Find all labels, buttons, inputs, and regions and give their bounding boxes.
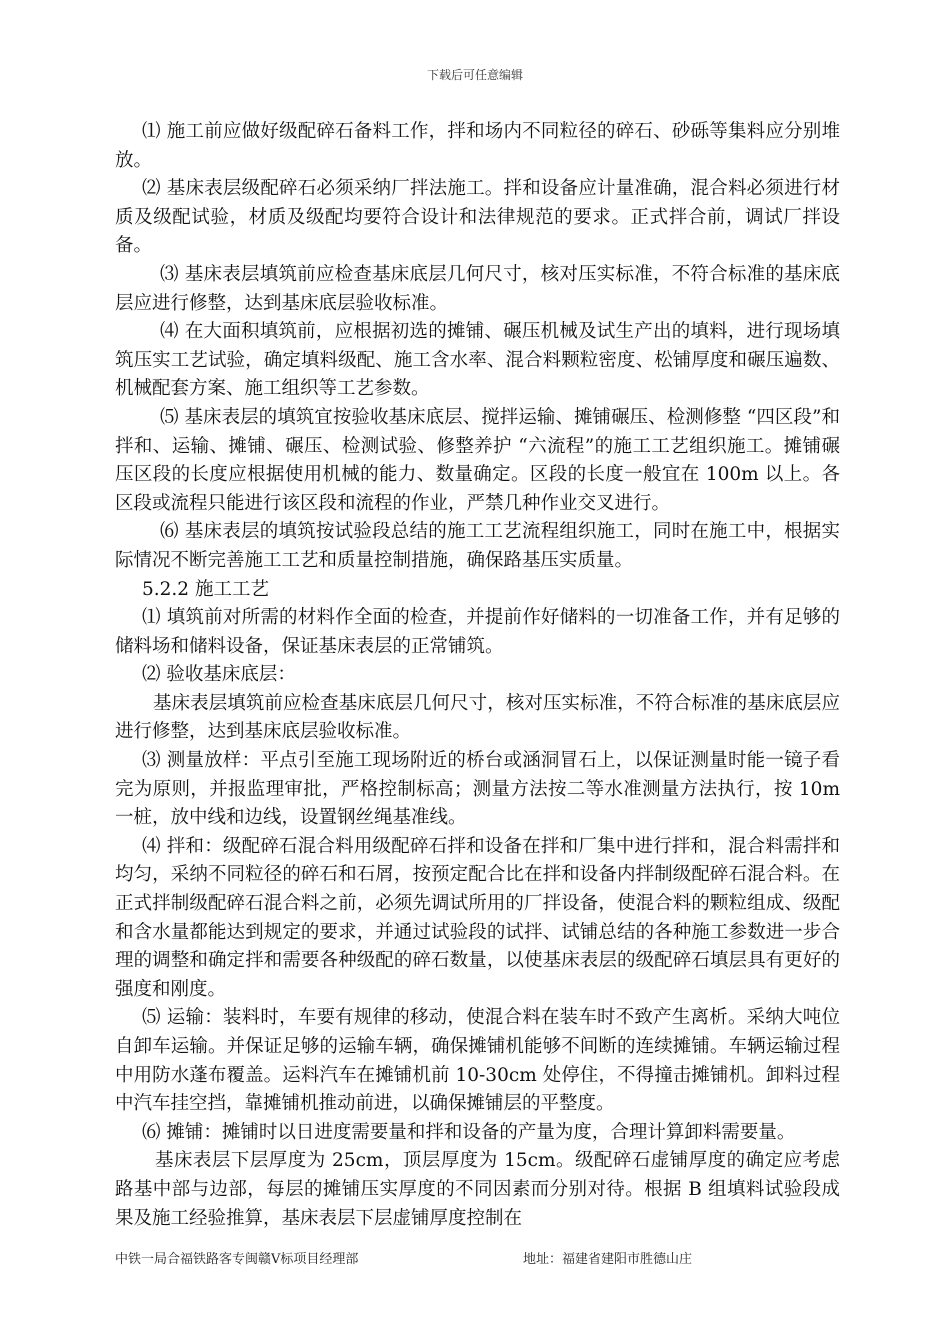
paragraph-6: ⑹ 基床表层的填筑按试验段总结的施工工艺流程组织施工，同时在施工中，根据实际情况不断完善施工工艺和质量控制措施，确保路基压实质量。 — [115, 521, 840, 571]
paragraph-14: 基床表层下层厚度为 25cm，顶层厚度为 15cm。级配碎石虚铺厚度的确定应考虑路基中部与边部，每层的摊铺压实厚度的不同因素而分别对待。根据 B 组填料试验段成果及施工经验推算，基床表层下层虚铺厚度控制在 — [115, 1150, 840, 1229]
footer-address: 地址：福建省建阳市胜德山庄 — [523, 1252, 693, 1267]
paragraph-1: ⑴ 施工前应做好级配碎石备料工作，拌和场内不同粒径的碎石、砂砾等集料应分别堆放。 — [115, 121, 840, 171]
paragraph-9: 基床表层填筑前应检查基床底层几何尺寸，核对压实标准，不符合标准的基床底层应进行修整，达到基床底层验收标准。 — [115, 692, 840, 743]
paragraph-7: ⑴ 填筑前对所需的材料作全面的检查，并提前作好储料的一切准备工作，并有足够的储料场和储料设备，保证基床表层的正常铺筑。 — [115, 607, 840, 657]
footer-organization: 中铁一局合福铁路客专闽赣Ⅴ标项目经理部 — [115, 1252, 359, 1267]
paragraph-4: ⑷ 在大面积填筑前，应根据初选的摊铺、碾压机械及试生产出的填料，进行现场填筑压实工艺试验，确定填料级配、施工含水率、混合料颗粒密度、松铺厚度和碾压遍数、机械配套方案、施工组织等工艺参数。 — [115, 321, 840, 400]
document-body — [115, 118, 840, 1233]
paragraph-11: ⑷ 拌和：级配碎石混合料用级配碎石拌和设备在拌和厂集中进行拌和，混合料需拌和均匀，采纳不同粒径的碎石和石屑，按预定配合比在拌和设备内拌制级配碎石混合料。在正式拌制级配碎石混合料之前，必须先调试所用的厂拌设备，使混合料的颗粒组成、级配和含水量都能达到规定的要求，并通过试验段的试拌、试铺总结的各种施工参数进一步合理的调整和确定拌和需要各种级配的碎石数量，以使基床表层的级配碎石填层具有更好的强度和刚度。 — [115, 835, 840, 1000]
paragraph-3: ⑶ 基床表层填筑前应检查基床底层几何尺寸，核对压实标准，不符合标准的基床底层应进行修整，达到基床底层验收标准。 — [115, 263, 840, 314]
paragraph-2: ⑵ 基床表层级配碎石必须采纳厂拌法施工。拌和设备应计量准确，混合料必须进行材质及级配试验，材质及级配均要符合设计和法律规范的要求。正式拌合前，调试厂拌设备。 — [115, 178, 840, 257]
paragraph-13: ⑹ 摊铺：摊铺时以日进度需要量和拌和设备的产量为度，合理计算卸料需要量。 — [142, 1121, 796, 1143]
paragraph-5: ⑸ 基床表层的填筑宜按验收基床底层、搅拌运输、摊铺碾压、检测修整 “四区段”和拌和、运输、摊铺、碾压、检测试验、修整养护 “六流程”的施工工艺组织施工。摊铺碾压区段的长度应根据使用机械的能力、数量确定。区段的长度一般宜在 100m 以上。各区段或流程只能进行该区段和流程的作业，严禁几种作业交叉进行。 — [115, 406, 840, 514]
section-heading: 5.2.2 施工工艺 — [142, 578, 269, 600]
paragraph-10: ⑶ 测量放样：平点引至施工现场附近的桥台或涵洞冒石上，以保证测量时能一镜子看完为原则，并报监理审批，严格控制标高；测量方法按二等水准测量方法执行，按 10m 一桩，放中线和边线，设置钢丝绳基准线。 — [115, 750, 840, 829]
page-header: 下载后可任意编辑 — [426, 68, 523, 82]
paragraph-12: ⑸ 运输：装料时，车要有规律的移动，使混合料在装车时不致产生离析。采纳大吨位自卸车运输。并保证足够的运输车辆，确保摊铺机能够不间断的连续摊铺。车辆运输过程中用防水蓬布覆盖。运料汽车在摊铺机前 10-30cm 处停住，不得撞击摊铺机。卸料过程中汽车挂空挡，靠摊铺机推动前进，以确保摊铺层的平整度。 — [115, 1007, 840, 1115]
paragraph-8: ⑵ 验收基床底层： — [142, 664, 296, 686]
